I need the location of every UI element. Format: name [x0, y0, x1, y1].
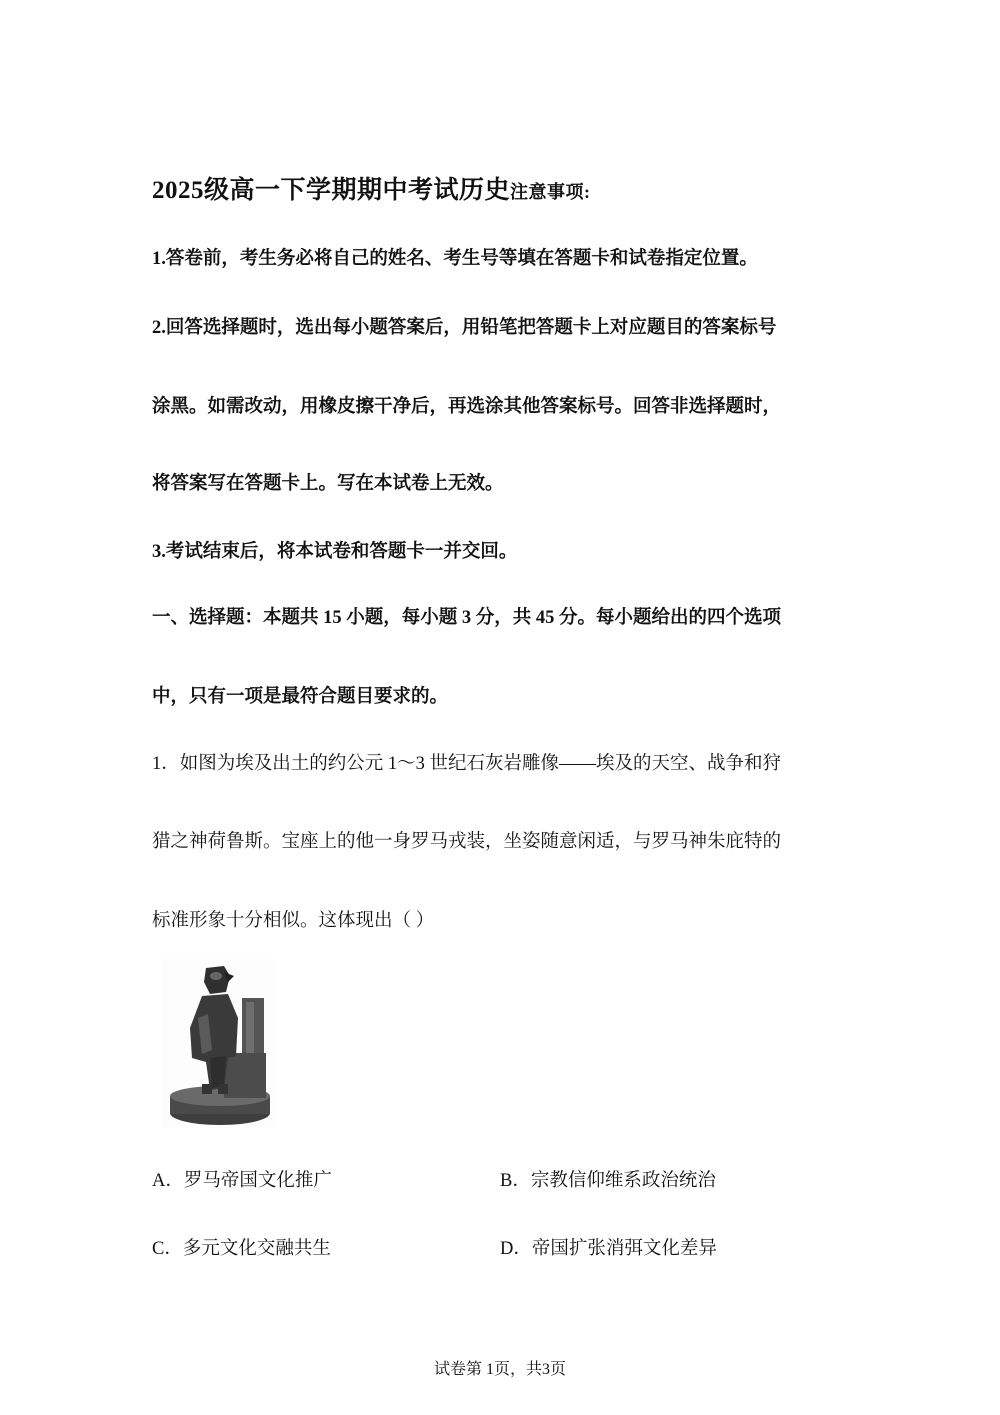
question-1-stem-line-2: 猎之神荷鲁斯。宝座上的他一身罗马戎装，坐姿随意闲适，与罗马神朱庇特的 [152, 832, 782, 852]
exam-title-main: 2025级高一下学期期中考试历史 [152, 177, 511, 204]
notice-heading: 注意事项: [510, 182, 591, 202]
instruction-1: 1.答卷前，考生务必将自己的姓名、考生号等填在答题卡和试卷指定位置。 [152, 249, 758, 269]
instruction-2-line-3: 将答案写在答题卡上。写在本试卷上无效。 [152, 474, 504, 494]
exam-title [152, 170, 591, 206]
instruction-2-line-2: 涂黑。如需改动，用橡皮擦干净后，再选涂其他答案标号。回答非选择题时， [152, 397, 782, 417]
question-1-stem-line-1: 1．如图为埃及出土的约公元 1～3 世纪石灰岩雕像——埃及的天空、战争和狩 [152, 754, 782, 774]
horus-statue-image [162, 958, 274, 1128]
instruction-3: 3.考试结束后，将本试卷和答题卡一并交回。 [152, 542, 518, 562]
question-1-stem-line-3: 标准形象十分相似。这体现出（ ） [152, 911, 435, 931]
option-b[interactable]: B．宗教信仰维系政治统治 [500, 1171, 716, 1191]
option-d[interactable]: D．帝国扩张消弭文化差异 [500, 1239, 717, 1259]
option-c[interactable]: C．多元文化交融共生 [152, 1239, 331, 1259]
section-heading-line-1: 一、选择题：本题共 15 小题，每小题 3 分，共 45 分。每小题给出的四个选项 [152, 608, 782, 628]
section-heading-line-2: 中，只有一项是最符合题目要求的。 [152, 687, 449, 707]
instruction-2-line-1: 2.回答选择题时，选出每小题答案后，用铅笔把答题卡上对应题目的答案标号 [152, 318, 777, 338]
option-a[interactable]: A．罗马帝国文化推广 [152, 1171, 332, 1191]
page-footer: 试卷第 1页，共3页 [433, 1361, 566, 1378]
